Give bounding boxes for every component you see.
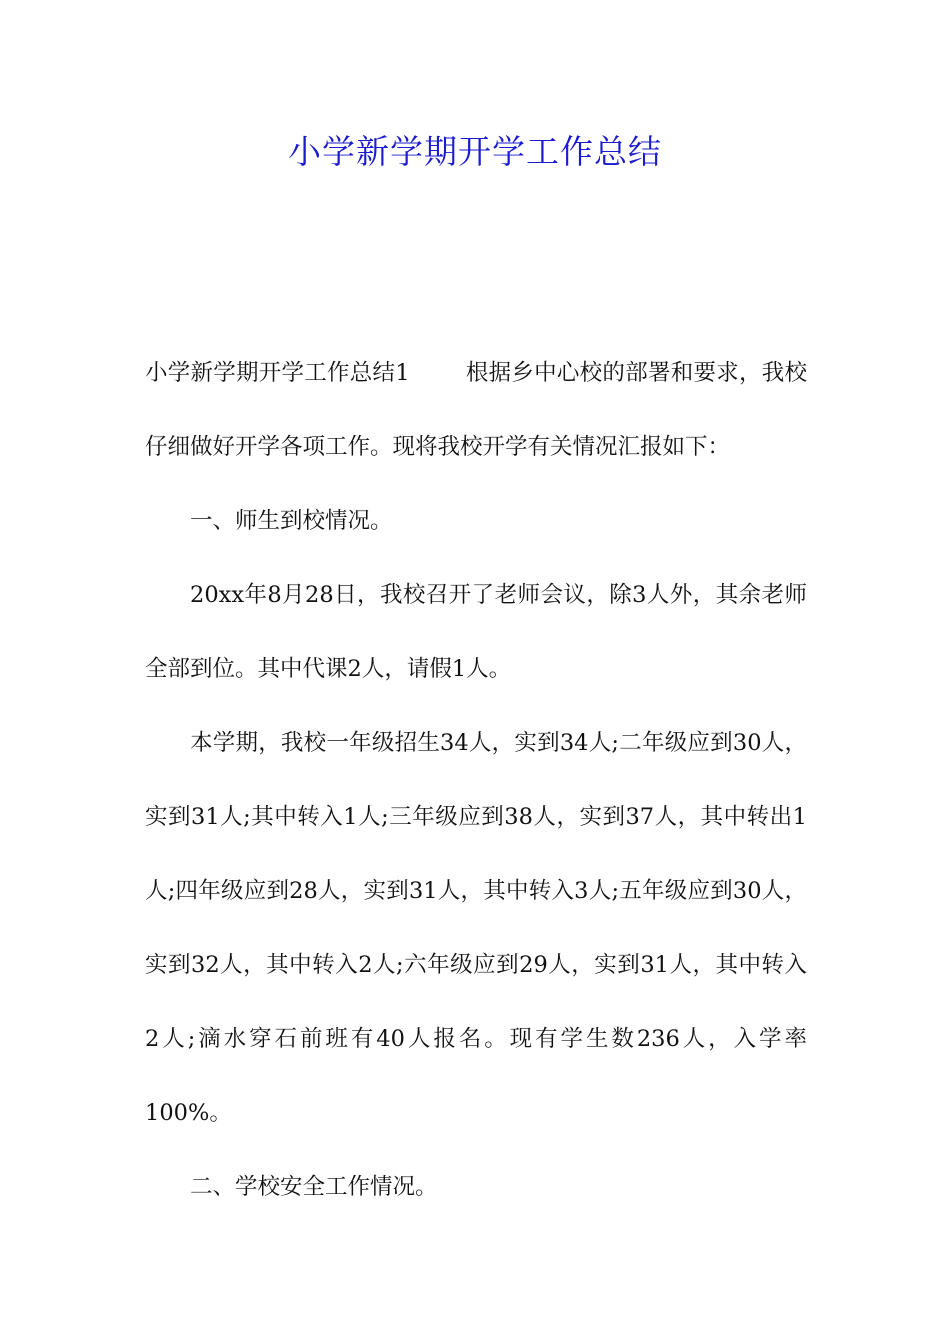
section-2-heading: 二、学校安全工作情况。 <box>190 1174 438 1200</box>
intro-text: 根据乡中心校的部署和要求，我校仔细做好开学各项工作。现将我校开学有关情况汇报如下： <box>145 360 807 460</box>
intro-heading: 小学新学期开学工作总结1 <box>145 360 410 386</box>
section-1-paragraph-2: 本学期，我校一年级招生34人，实到34人;二年级应到30人，实到31人;其中转入1人;三年级应到38人，实到37人，其中转出1人;四年级应到28人，实到31人，其中转入3人;五年级应到30人，实到32人，其中转入2人;六年级应到29人，实到31人，其中转入2人;滴水穿石前班有40人报名。现有学生数236人，入学率100%。 <box>145 730 807 1126</box>
document-title: 小学新学期开学工作总结 <box>288 132 662 171</box>
section-1-heading: 一、师生到校情况。 <box>190 508 393 534</box>
intro-paragraph <box>145 336 807 484</box>
document-body <box>145 336 807 1224</box>
section-1-paragraph-1: 20xx年8月28日，我校召开了老师会议，除3人外，其余老师全部到位。其中代课2人，请假1人。 <box>145 582 807 682</box>
